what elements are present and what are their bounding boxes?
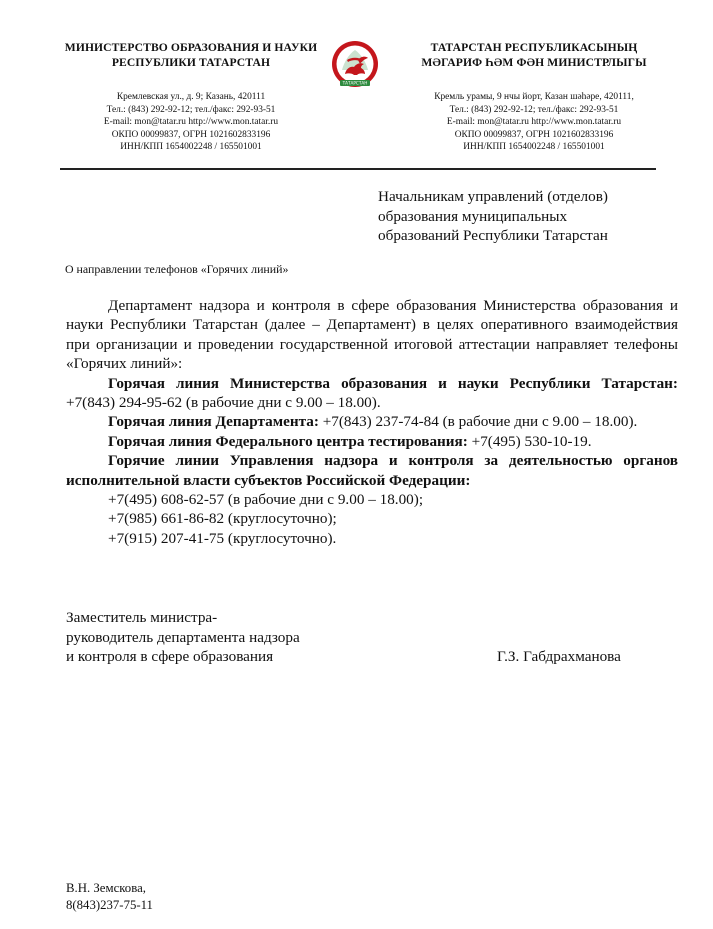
address-tt: Кремль урамы, 9 нчы йорт, Казан шәһәре, 420111, xyxy=(434,92,634,102)
executor-block xyxy=(66,880,153,914)
address-ru: Кремлевская ул., д. 9; Казань, 420111 xyxy=(116,92,266,102)
ministry-contacts-tt xyxy=(398,91,670,154)
inn-tt: ИНН/КПП 1654002248 / 165501001 xyxy=(463,142,605,153)
inn-ru: ИНН/КПП 1654002248 / 165501001 xyxy=(120,142,262,153)
phone-item: +7(985) 661-86-82 (круглосуточно); xyxy=(108,510,337,528)
ministry-title-ru: МИНИСТЕРСТВО ОБРАЗОВАНИЯ И НАУКИ РЕСПУБЛИКИ ТАТАРСТАН xyxy=(64,41,318,69)
executor-phone: 8(843)237-75-11 xyxy=(66,898,153,912)
ministry-contacts-ru xyxy=(52,91,330,154)
email-tt: E-mail: mon@tatar.ru http://www.mon.tatar.ru xyxy=(446,117,622,128)
phone-item: +7(495) 608-62-57 (в рабочие дни с 9.00 – 18.00); xyxy=(108,491,424,509)
letterhead-divider xyxy=(60,168,656,170)
intro-paragraph: Департамент надзора и контроля в сфере образования Министерства образования и науки Республики Татарстан (далее – Департамент) в целях оперативного взаимодействия при организации и проведении государственной итоговой аттестации направляет телефоны «Горячих линий»: xyxy=(66,297,678,373)
ministry-title-tt: ТАТАРСТАН РЕСПУБЛИКАСЫНЫҢ МӘГАРИФ ҺӘМ ФӘН МИНИСТРЛЫГЫ xyxy=(421,41,647,69)
phone-item: +7(915) 207-41-75 (круглосуточно). xyxy=(108,529,337,547)
tatarstan-emblem-icon xyxy=(331,40,379,96)
emblem-ribbon-label: ТАТАРСТАН xyxy=(342,80,368,86)
letterhead-left xyxy=(52,40,330,154)
phone-ru: Тел.: (843) 292-92-12; тел./факс: 292-93-51 xyxy=(106,104,276,115)
letter-body xyxy=(66,296,678,548)
hotline-ftc: Горячая линия Федерального центра тестирования: +7(495) 530-10-19. xyxy=(108,432,592,450)
executor-name: В.Н. Земскова, xyxy=(66,881,146,895)
signatory-name: Г.З. Габдрахманова xyxy=(497,648,621,665)
letter-subject: О направлении телефонов «Горячих линий» xyxy=(65,262,289,276)
hotline-ministry: Горячая линия Министерства образования и науки Республики Татарстан: +7(843) 294-95-62 (в рабочие дни с 9.00 – 18.00). xyxy=(66,374,678,412)
email-ru: E-mail: mon@tatar.ru http://www.mon.tatar.ru xyxy=(103,117,279,128)
hotline-department: Горячая линия Департамента: +7(843) 237-74-84 (в рабочие дни с 9.00 – 18.00). xyxy=(108,413,638,431)
hotline-rosobrnadzor: Горячие линии Управления надзора и контроля за деятельностью органов исполнительной власти субъектов Российской Федерации: xyxy=(66,452,678,489)
okpo-tt: ОКПО 00099837, ОГРН 1021602833196 xyxy=(454,129,614,140)
phone-tt: Тел.: (843) 292-92-12; тел./факс: 292-93-51 xyxy=(449,104,619,115)
okpo-ru: ОКПО 00099837, ОГРН 1021602833196 xyxy=(111,129,271,140)
addressee-block: Начальникам управлений (отделов) образования муниципальных образований Республики Татарстан xyxy=(378,188,608,244)
signatory-position: Заместитель министра- руководитель департамента надзора и контроля в сфере образования xyxy=(66,609,300,665)
letterhead-right xyxy=(398,40,670,154)
